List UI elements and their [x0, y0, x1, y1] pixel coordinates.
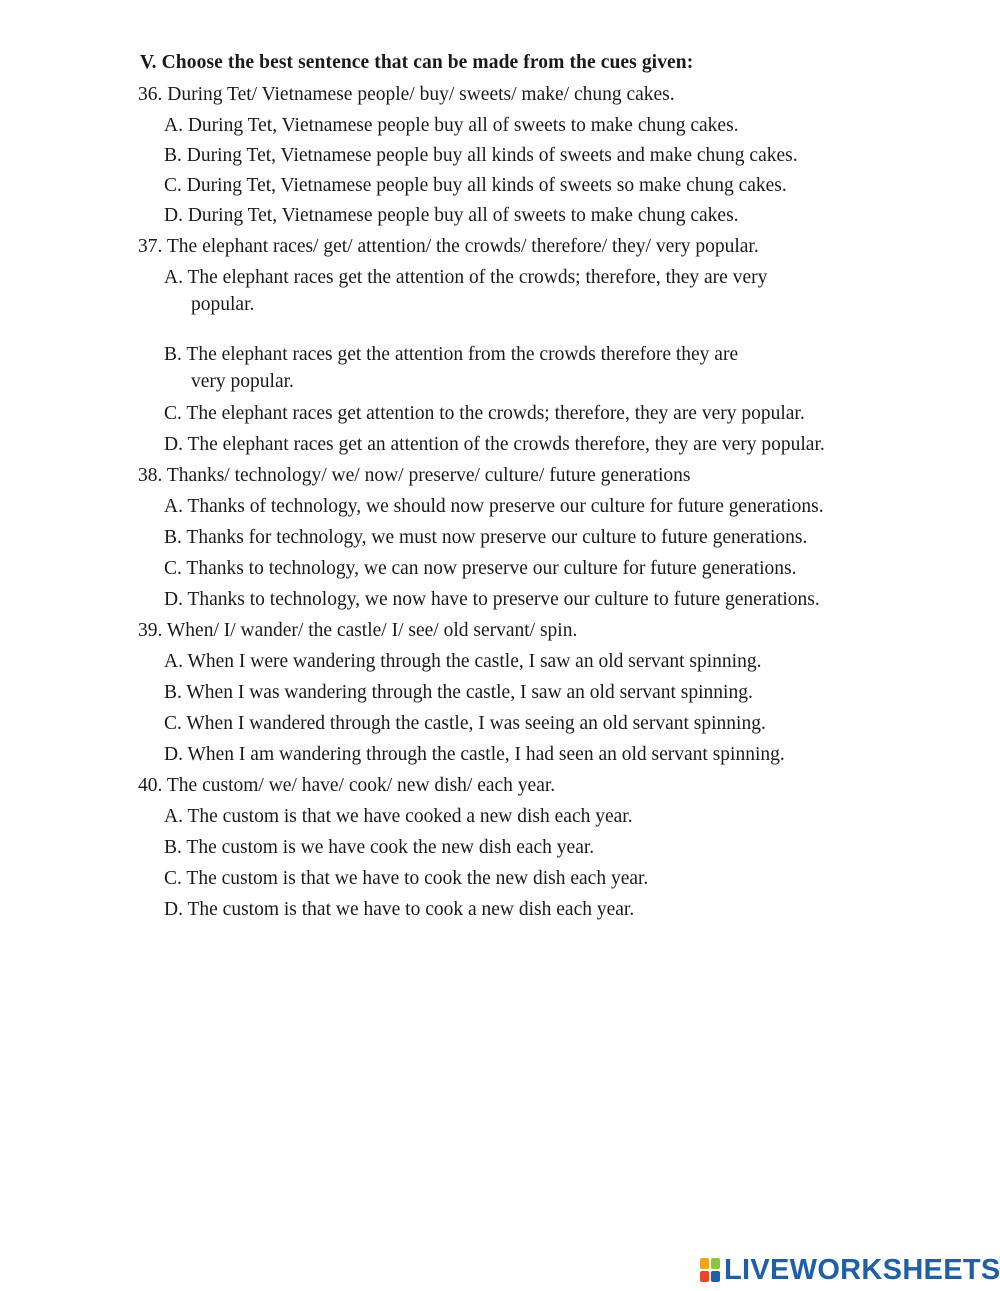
section-heading: V. Choose the best sentence that can be made from the cues given: — [140, 52, 694, 73]
question-36-option-d[interactable]: D. During Tet, Vietnamese people buy all of sweets to make chung cakes. — [164, 205, 739, 226]
question-37-prompt: 37. The elephant races/ get/ attention/ the crowds/ therefore/ they/ very popular. — [138, 236, 759, 257]
logo-square-red — [700, 1271, 709, 1282]
question-38-prompt: 38. Thanks/ technology/ we/ now/ preserve/ culture/ future generations — [138, 465, 691, 486]
liveworksheets-logo — [699, 1250, 1000, 1290]
question-36-option-b[interactable]: B. During Tet, Vietnamese people buy all kinds of sweets and make chung cakes. — [164, 145, 798, 166]
question-38-option-c[interactable]: C. Thanks to technology, we can now preserve our culture for future generations. — [164, 558, 797, 579]
question-40-option-c[interactable]: C. The custom is that we have to cook the new dish each year. — [164, 868, 649, 889]
question-38-option-a[interactable]: A. Thanks of technology, we should now preserve our culture for future generations. — [164, 496, 824, 517]
question-37-option-a[interactable] — [164, 264, 864, 318]
question-37-option-d[interactable]: D. The elephant races get an attention of the crowds therefore, they are very popular. — [164, 434, 825, 455]
option-a-line-1: A. The elephant races get the attention of the crowds; therefore, they are very — [164, 267, 768, 288]
question-39-option-b[interactable]: B. When I was wandering through the castle, I saw an old servant spinning. — [164, 682, 753, 703]
question-37-option-c[interactable]: C. The elephant races get attention to the crowds; therefore, they are very popular. — [164, 403, 805, 424]
question-39-prompt: 39. When/ I/ wander/ the castle/ I/ see/ old servant/ spin. — [138, 620, 578, 641]
question-37-option-b[interactable] — [164, 341, 864, 395]
logo-square-orange — [700, 1258, 709, 1269]
question-40-option-a[interactable]: A. The custom is that we have cooked a new dish each year. — [164, 806, 633, 827]
question-39-option-c[interactable]: C. When I wandered through the castle, I was seeing an old servant spinning. — [164, 713, 766, 734]
question-36-option-a[interactable]: A. During Tet, Vietnamese people buy all of sweets to make chung cakes. — [164, 115, 739, 136]
logo-square-blue — [711, 1271, 720, 1282]
question-39-option-a[interactable]: A. When I were wandering through the castle, I saw an old servant spinning. — [164, 651, 762, 672]
question-36-prompt: 36. During Tet/ Vietnamese people/ buy/ sweets/ make/ chung cakes. — [138, 84, 675, 105]
question-38-option-d[interactable]: D. Thanks to technology, we now have to preserve our culture to future generations. — [164, 589, 820, 610]
logo-icon — [699, 1257, 721, 1283]
question-39-option-d[interactable]: D. When I am wandering through the castle, I had seen an old servant spinning. — [164, 744, 785, 765]
question-36-option-c[interactable]: C. During Tet, Vietnamese people buy all kinds of sweets so make chung cakes. — [164, 175, 787, 196]
logo-square-green — [711, 1258, 720, 1269]
question-40-option-d[interactable]: D. The custom is that we have to cook a new dish each year. — [164, 899, 635, 920]
logo-text: LIVEWORKSHEETS — [724, 1253, 1000, 1286]
question-40-option-b[interactable]: B. The custom is we have cook the new dish each year. — [164, 837, 595, 858]
question-40-prompt: 40. The custom/ we/ have/ cook/ new dish/ each year. — [138, 775, 556, 796]
option-b-line-1: B. The elephant races get the attention from the crowds therefore they are — [164, 344, 739, 365]
option-b-line-2: very popular. — [191, 371, 294, 392]
option-a-line-2: popular. — [191, 294, 255, 315]
question-38-option-b[interactable]: B. Thanks for technology, we must now preserve our culture to future generations. — [164, 527, 808, 548]
